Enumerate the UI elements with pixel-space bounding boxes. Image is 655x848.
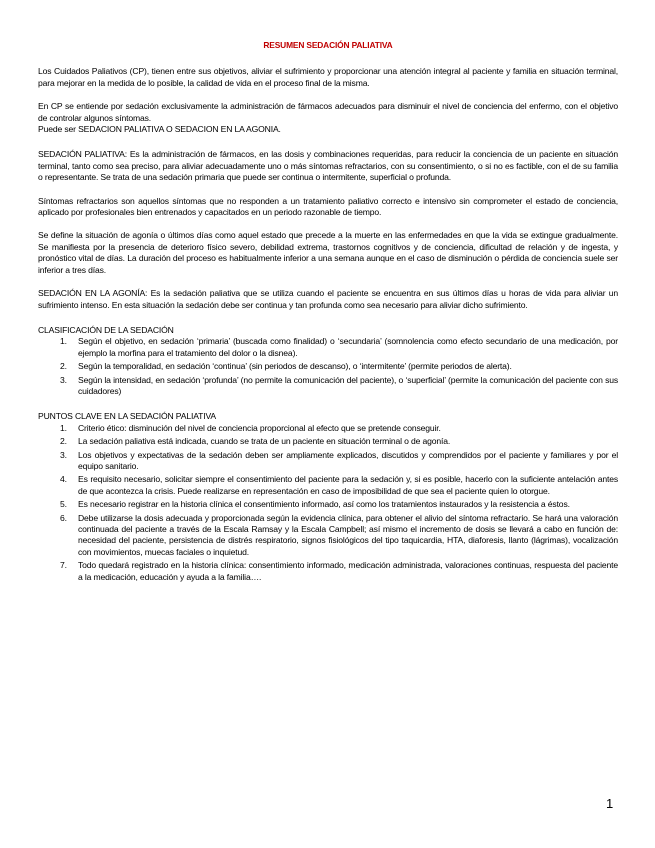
list-text: Según el objetivo, en sedación ‘primaria’ (buscada como finalidad) o ‘secundaria’ (somnolencia como efecto secundario de una medicación, por ejemplo la morfina para el tratamiento del dolor o la disnea). [78, 336, 618, 358]
list-item [38, 513, 618, 559]
list-item [38, 336, 618, 359]
classification-list [38, 336, 618, 397]
key-points-list [38, 423, 618, 583]
list-number: 5. [60, 499, 67, 510]
list-number: 3. [60, 374, 67, 385]
list-number: 1. [60, 422, 67, 433]
page-number: 1 [606, 796, 614, 811]
list-text: Debe utilizarse la dosis adecuada y proporcionada según la evidencia clínica, para obtener el alivio del síntoma refractario. Se hará una valoración continuada del paciente a través de la Escala Ramsay y la Escala Campbell; así mismo el incremento de dosis se llevará a cabo en función de: necesidad del paciente, persistencia de distrés respiratorio, signos fisiológicos del tipo taquicardia, HTA, diaforesis, llanto (lágrimas), vocalización con movimientos, muecas faciales o inquietud. [78, 512, 618, 557]
list-number: 4. [60, 474, 67, 485]
list-text: Criterio ético: disminución del nivel de conciencia proporcional al efecto que se pretende conseguir. [78, 422, 441, 433]
list-text: Según la temporalidad, en sedación ‘continua’ (sin periodos de descanso), o ‘intermitente’ (permite periodos de alerta). [78, 361, 512, 372]
sintomas-refractarios-paragraph: Síntomas refractarios son aquellos síntomas que no responden a un tratamiento paliativo correcto e intensivo sin comprometer el estado de conciencia, aplicado por profesionales bien entrenados y capacitados en un periodo razonable de tiempo. [38, 195, 618, 218]
intro-paragraph: Los Cuidados Paliativos (CP), tienen entre sus objetivos, aliviar el sufrimiento y proporcionar una atención integral al paciente y familia en situación terminal, para mejorar en la medida de lo posible, la calidad de vida en el proceso final de la misma. [38, 66, 618, 88]
agonia-paragraph: Se define la situación de agonía o últimos días como aquel estado que precede a la muerte en las enfermedades en que la vida se extingue gradualmente. Se manifiesta por la presencia de deterioro físico severo, debilidad extrema, trastornos cognitivos y de conciencia, dificultad de relación y de ingesta, y pronóstico vital de días. La duración del proceso es habitualmente inferior a una semana aunque en el caso de disminución o pérdida de conciencia suele ser inferior a tres días. [38, 230, 618, 275]
classification-heading: CLASIFICACIÓN DE LA SEDACIÓN [38, 324, 174, 335]
list-item [38, 361, 618, 372]
sedacion-agonia-paragraph: SEDACIÓN EN LA AGONÍA: Es la sedación paliativa que se utiliza cuando el paciente se encuentra en sus últimos días u horas de vida para aliviar un sufrimiento intenso. En esta situación la sedación debe ser continua y tan profunda como sea necesario para aliviar dicho sufrimiento. [38, 288, 618, 310]
list-number: 6. [60, 512, 67, 523]
list-item [38, 450, 618, 473]
sedacion-paliativa-paragraph: SEDACIÓN PALIATIVA: Es la administración de fármacos, en las dosis y combinaciones requeridas, para reducir la conciencia de un paciente en situación terminal, tanto como sea preciso, para aliviar adecuadamente uno o más síntomas refractarios, con su consentimiento, o si no es factible, con el de su familia o representante. Se trata de una sedación primaria que puede ser continua o intermitente, superficial o profunda. [38, 149, 618, 183]
list-item [38, 560, 618, 583]
list-text: La sedación paliativa está indicada, cuando se trata de un paciente en situación terminal o de agonía. [78, 436, 451, 447]
list-text: Los objetivos y expectativas de la sedación deben ser ampliamente explicados, discutidos y comprendidos por el paciente y familiares y por el equipo sanitario. [78, 449, 618, 471]
list-number: 1. [60, 336, 67, 347]
list-text: Es requisito necesario, solicitar siempre el consentimiento del paciente para la sedación y, si es posible, hacerlo con la suficiente antelación antes de que acontezca la crisis. Puede realizarse en representación en caso de imposibilidad de que sea el paciente quien lo otorgue. [78, 474, 618, 496]
document-page [38, 40, 618, 597]
list-item [38, 436, 618, 447]
list-text: Todo quedará registrado en la historia clínica: consentimiento informado, medicación administrada, valoraciones continuas, respuesta del paciente a la medicación, educación y ayuda a la familia…. [78, 560, 618, 582]
document-title: RESUMEN SEDACIÓN PALIATIVA [263, 40, 393, 50]
list-number: 3. [60, 449, 67, 460]
list-item [38, 375, 618, 398]
list-text: Es necesario registrar en la historia clínica el consentimiento informado, así como los tratamientos instaurados y la resistencia a éstos. [78, 499, 570, 510]
list-number: 2. [60, 361, 67, 372]
list-number: 7. [60, 560, 67, 571]
types-paragraph: Puede ser SEDACION PALIATIVA O SEDACION EN LA AGONIA. [38, 124, 281, 135]
list-text: Según la intensidad, en sedación ‘profunda’ (no permite la comunicación del paciente), o ‘superficial’ (permite la comunicación del paciente con sus cuidadores) [78, 374, 618, 396]
key-points-heading: PUNTOS CLAVE EN LA SEDACIÓN PALIATIVA [38, 411, 216, 422]
list-item [38, 474, 618, 497]
list-item [38, 499, 618, 510]
list-number: 2. [60, 436, 67, 447]
definition-paragraph: En CP se entiende por sedación exclusivamente la administración de fármacos adecuados para disminuir el nivel de conciencia del enfermo, con el objetivo de controlar algunos síntomas. [38, 101, 618, 123]
list-item [38, 423, 618, 434]
